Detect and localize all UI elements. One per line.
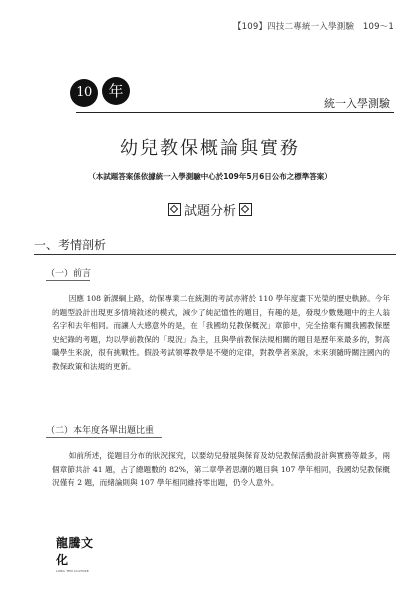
subsection-underline [46,280,90,281]
subsection-heading-intro [46,266,91,279]
answer-source-note: （本試題答案係依據統一入學測驗中心於109年5月6日公布之標準答案） [88,172,332,181]
section-divider [34,254,396,255]
subsection-label: （二）本年度各單出題比重 [46,426,155,436]
decorative-box-icon [239,203,252,216]
analysis-heading-text: 試題分析 [183,204,236,219]
publisher-name: 龍騰文化 [56,536,94,567]
page-header: 【109】四技二專統一入學測驗 109～1 [232,22,394,32]
header-divider [76,112,394,113]
intro-paragraph: 因應 108 新課綱上路，幼保專業二在統測的考試亦將於 110 學年度畫下光榮的歷史軌跡。今年的題型設計出現更多情境敘述的模式，減少了純記憶性的題目，有趣的是，發現少數幾題中的主人翁名字和去年相同。而讓人大感意外的是，在「我國幼兒教保概況」章節中，完全捨棄有關我國教保歷史紀錄的考題，均以學前教保的「現況」為主，且與學前教保法規相關的題目是歷年來最多的，對高職學生來說，很有挑戰性。假設考試領導教學是不變的定律，對教學者來說，未來須隨時關注國內的教保政策和法規的更新。 [52,294,390,371]
exam-type-label: 統一入學測驗 [324,97,390,110]
publisher-logo [56,534,100,573]
year-number-circle: 10 [70,79,98,107]
year-badge [70,77,134,107]
subsection-label: （一）前言 [46,269,92,279]
subject-title: 幼兒教保概論與實務 [120,138,300,159]
distribution-paragraph: 如前所述，從題目分布的狀況探究，以要幼兒發展與保育及幼兒教保活動設計與實務等最多，兩個章節共計 41 題，占了總題數的 82%，第二章學者思潮的題目與 107 學年相同，我國幼兒教保概況僅有 2 題，而緒論則與 107 學年相同維持零出題，仍令人意外。 [52,451,390,488]
publisher-tagline: LUNG TEN CULTURE [56,569,89,573]
subsection-heading-distribution [46,423,154,436]
subsection-underline [46,437,162,438]
year-char-circle: 年 [102,77,130,105]
decorative-box-icon [168,203,181,216]
section-heading: 一、考情剖析 [34,238,107,252]
analysis-heading [0,200,420,219]
